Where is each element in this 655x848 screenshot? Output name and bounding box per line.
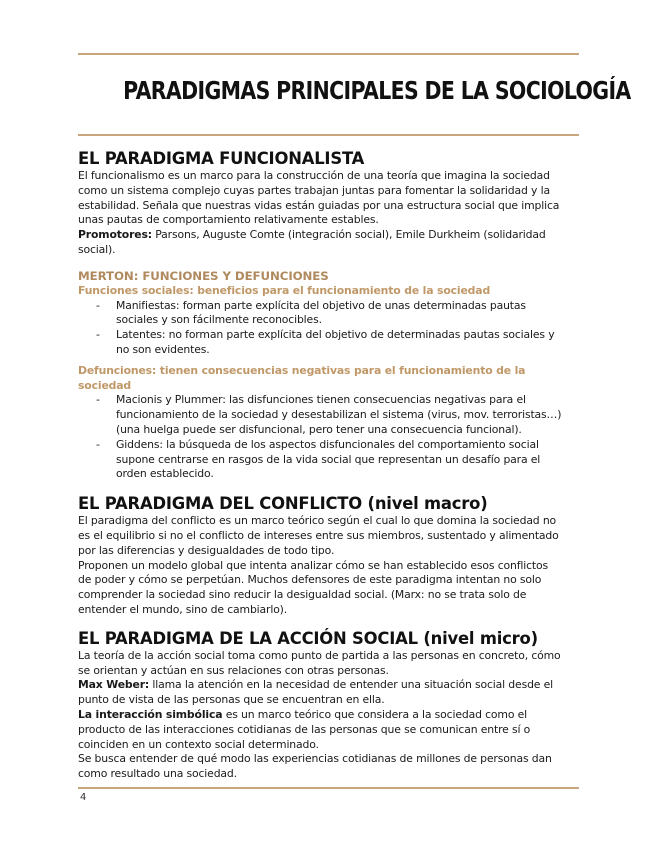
list-item-continuation: orden establecido.	[116, 467, 214, 481]
dash-bullet: -	[96, 298, 100, 312]
weber-label: Max Weber:	[78, 678, 150, 692]
body-line: Se busca entender de qué modo las experiencias cotidianas de millones de personas dan	[78, 752, 552, 766]
list-item	[96, 437, 578, 453]
defunciones-list	[78, 393, 578, 482]
list-item-continuation: supone centrarse en rasgos de la vida social que representan un desafío para el	[116, 452, 541, 466]
merton-heading: MERTON: FUNCIONES Y DEFUNCIONES	[78, 268, 329, 283]
body-line: social).	[78, 242, 116, 256]
body-line: El funcionalismo es un marco para la construcción de una teoría que imagina la sociedad	[78, 169, 550, 182]
list-item-text: Giddens: la búsqueda de los aspectos disfuncionales del comportamiento social	[116, 437, 539, 451]
section-heading: EL PARADIGMA FUNCIONALISTA	[78, 149, 365, 168]
body-line: estabilidad. Señala que nuestras vidas están guiadas por una estructura social que implica	[78, 198, 560, 212]
list-item	[96, 328, 578, 343]
page-title: PARADIGMAS PRINCIPALES DE LA SOCIOLOGÍA	[123, 76, 631, 105]
body-line: unas pautas de comportamiento relativamente estables.	[78, 213, 379, 227]
body-line: entender el mundo, sino de cambiarlo).	[78, 602, 288, 616]
defunciones-heading: Defunciones: tienen consecuencias negativas para el funcionamiento de la sociedad	[78, 363, 526, 392]
section-conflicto	[78, 493, 578, 618]
body-line: de poder y cómo se perpetúan. Muchos defensores de este paradigma intentan no solo	[78, 573, 542, 587]
footer-divider	[78, 787, 579, 789]
dash-bullet: -	[96, 437, 100, 451]
list-item-continuation: no son evidentes.	[116, 342, 210, 356]
top-divider	[78, 53, 579, 55]
promotores-text: Parsons, Auguste Comte (integración social), Emile Durkheim (solidaridad	[151, 228, 546, 242]
section-heading: EL PARADIGMA DE LA ACCIÓN SOCIAL (nivel micro)	[78, 628, 538, 648]
body-line: El paradigma del conflicto es un marco teórico según el cual lo que domina la sociedad no	[78, 514, 557, 528]
interaccion-text: es un marco teórico que considera a la sociedad como el	[222, 707, 527, 721]
body-line: coinciden en un contexto social determinado.	[78, 737, 319, 751]
body-line: comprender la sociedad sino reducir la desigualdad social. (Marx: no se trata solo de	[78, 588, 527, 602]
body-line: La teoría de la acción social toma como punto de partida a las personas en concreto, cómo	[78, 648, 561, 662]
list-item-continuation: (una huelga puede ser disfuncional, pero tener una consecuencia funcional).	[116, 422, 522, 436]
funciones-list	[78, 299, 578, 358]
body-line: producto de las interacciones cotidianas de las personas que se comunican entre sí o	[78, 722, 531, 736]
dash-bullet: -	[96, 328, 100, 342]
section-heading: EL PARADIGMA DEL CONFLICTO (nivel macro)	[78, 494, 488, 514]
page-number: 4	[80, 792, 87, 803]
page-content	[78, 148, 578, 782]
body-line: como un sistema complejo cuyas partes trabajan juntas para fomentar la solidaridad y la	[78, 183, 550, 197]
list-item-text: Latentes: no forman parte explícita del objetivo de determinadas pautas sociales y	[116, 328, 555, 342]
section-accion-social	[78, 628, 578, 782]
list-item	[96, 298, 578, 314]
promotores-label: Promotores:	[78, 228, 152, 242]
weber-text: llama la atención en la necesidad de entender una situación social desde el	[149, 678, 554, 692]
promotores-paragraph	[78, 228, 578, 243]
interaccion-paragraph	[78, 708, 578, 723]
list-item-continuation: sociales y son fácilmente reconocibles.	[116, 313, 322, 327]
section-funcionalista	[78, 148, 578, 482]
weber-paragraph	[78, 678, 578, 693]
body-line: Proponen un modelo global que intenta analizar cómo se han establecido esos conflictos	[78, 558, 549, 572]
list-item-text: Manifiestas: forman parte explícita del objetivo de unas determinadas pautas	[116, 298, 526, 312]
title-divider	[78, 134, 579, 136]
body-line: como resultado una sociedad.	[78, 767, 237, 781]
interaccion-label: La interacción simbólica	[78, 707, 223, 721]
funciones-heading: Funciones sociales: beneficios para el funcionamiento de la sociedad	[78, 283, 491, 297]
list-item-continuation: funcionamiento de la sociedad y desestabilizan el sistema (virus, mov. terroristas…)	[116, 408, 562, 422]
list-item-text: Macionis y Plummer: las disfunciones tienen consecuencias negativas para el	[116, 393, 526, 407]
body-line: es el equilibrio si no el conflicto de intereses entre sus miembros, sustentado y alimentado	[78, 528, 559, 542]
list-item	[96, 393, 578, 408]
dash-bullet: -	[96, 393, 100, 407]
body-line: se orientan y actúan en sus relaciones con otras personas.	[78, 663, 389, 677]
body-line: punto de vista de las personas que se encuentran en ella.	[78, 693, 385, 707]
body-line: por las diferencias y desigualdades de todo tipo.	[78, 543, 335, 557]
